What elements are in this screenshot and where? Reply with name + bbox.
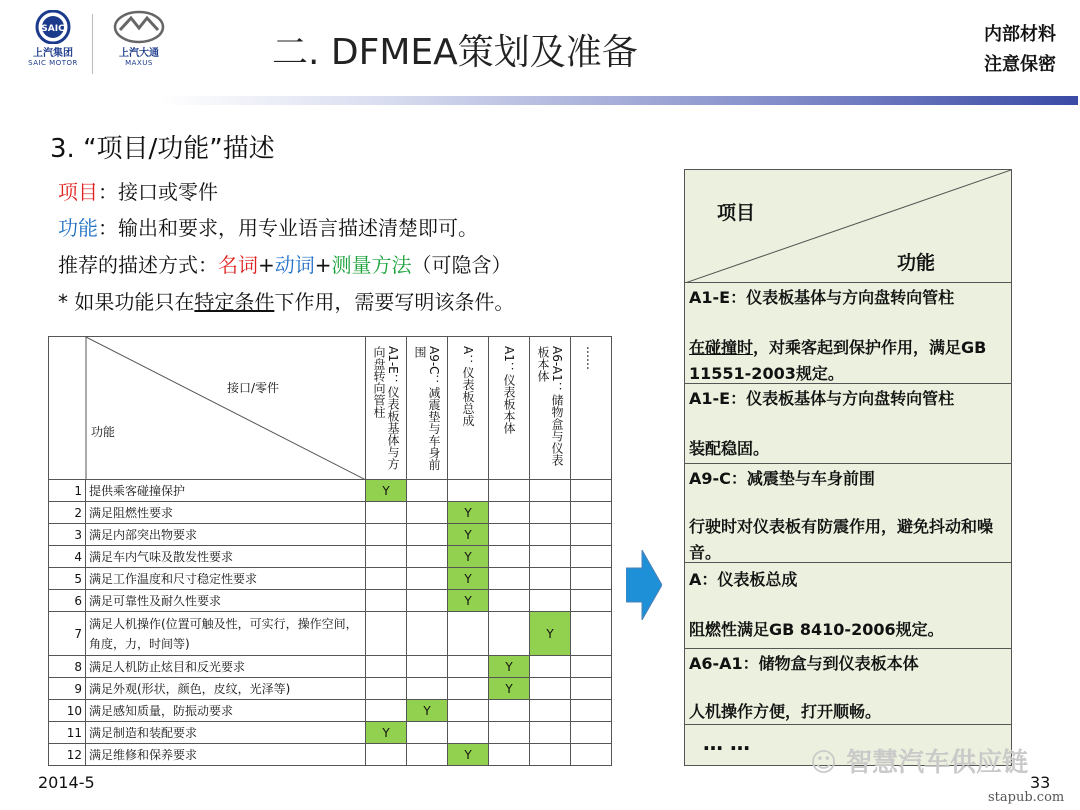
matrix-corner-cell: [49, 337, 366, 480]
entry-item: A：仪表板总成: [689, 570, 798, 589]
func-desc: ：输出和要求，用专业语言描述清楚即可。: [98, 216, 478, 240]
table-row: [49, 678, 612, 700]
entry-item: A1-E：仪表板基体与方向盘转向管柱: [689, 389, 955, 408]
matrix-cell: [489, 590, 530, 612]
matrix-cell: [366, 590, 407, 612]
matrix-cell: Y: [489, 656, 530, 678]
table-row: [49, 722, 612, 744]
row-function: 满足内部突出物要求: [86, 524, 366, 546]
matrix-cell: [448, 700, 489, 722]
row-number: 6: [49, 590, 86, 612]
maxus-cn: 上汽大通: [119, 48, 159, 59]
box-entry: [685, 283, 1011, 384]
row-function: 满足人机防止炫目和反光要求: [86, 656, 366, 678]
matrix-cell: Y: [530, 612, 571, 656]
verb-label: 动词: [274, 253, 315, 277]
matrix-cell: [407, 480, 448, 502]
matrix-cell: Y: [448, 524, 489, 546]
column-header: [366, 337, 407, 480]
table-row: [49, 700, 612, 722]
matrix-cell: [407, 612, 448, 656]
column-header-text: A1：仪表板本体: [502, 346, 516, 434]
matrix-cell: [530, 524, 571, 546]
matrix-cell: [571, 700, 612, 722]
row-number: 7: [49, 612, 86, 656]
wechat-icon: ☺: [810, 748, 838, 778]
item-desc: ：接口或零件: [98, 180, 218, 204]
matrix-cell: [366, 700, 407, 722]
matrix-cell: [530, 502, 571, 524]
confidential-line-1: 内部材料: [984, 24, 1056, 45]
cond-suffix: 下作用，需要写明该条件。: [274, 290, 515, 314]
item-description: [58, 176, 218, 205]
row-number: 11: [49, 722, 86, 744]
entry-function: [689, 335, 1007, 387]
table-row: [49, 744, 612, 766]
entry-func-text: ，对乘客起到保护作用，满足GB 11551-2003规定。: [689, 338, 987, 383]
table-row: [49, 568, 612, 590]
plus-1: +: [258, 253, 275, 277]
column-header: [489, 337, 530, 480]
matrix-cell: [489, 568, 530, 590]
matrix-cell: [489, 744, 530, 766]
row-number: 12: [49, 744, 86, 766]
entry-func-text: 行驶时对仪表板有防震作用，避免抖动和噪音。: [689, 517, 994, 562]
matrix-cell: Y: [448, 546, 489, 568]
matrix-cell: [366, 524, 407, 546]
saic-logo: [20, 10, 86, 67]
column-header-text: A：仪表板总成: [461, 346, 475, 427]
box-ellipsis: … …: [703, 731, 750, 755]
matrix-cell: Y: [448, 590, 489, 612]
row-function: 满足阻燃性要求: [86, 502, 366, 524]
box-header-item: 项目: [717, 202, 756, 224]
row-function: 满足人机操作(位置可触及性，可实行，操作空间，角度，力，时间等): [86, 612, 366, 656]
box-header-func: 功能: [897, 252, 936, 274]
matrix-cell: [530, 480, 571, 502]
matrix-cell: [530, 700, 571, 722]
right-arrow-icon: [626, 550, 662, 620]
matrix-cell: [407, 568, 448, 590]
measure-label: 测量方法: [331, 253, 412, 277]
matrix-cell: Y: [448, 502, 489, 524]
matrix-cell: [407, 502, 448, 524]
matrix-cell: [571, 722, 612, 744]
matrix-cell: [571, 568, 612, 590]
condition-note: [58, 286, 514, 315]
entry-func-text: 人机操作方便，打开顺畅。: [689, 702, 882, 721]
item-function-box: [684, 169, 1012, 766]
rec-suffix: （可隐含）: [411, 253, 512, 277]
matrix-cell: [448, 480, 489, 502]
matrix-header-row: [49, 337, 612, 480]
saic-cn: 上汽集团: [33, 48, 73, 59]
maxus-emblem-icon: [104, 10, 174, 44]
matrix-cell: [407, 656, 448, 678]
row-function: 满足工作温度和尺寸稳定性要求: [86, 568, 366, 590]
box-header: [685, 170, 1011, 283]
matrix-cell: [530, 722, 571, 744]
saic-en: SAIC MOTOR: [28, 59, 78, 67]
row-number: 8: [49, 656, 86, 678]
matrix-cell: [366, 546, 407, 568]
matrix-cell: [530, 546, 571, 568]
matrix-cell: [366, 656, 407, 678]
column-header: [571, 337, 612, 480]
matrix-cell: [366, 612, 407, 656]
matrix-cell: [530, 568, 571, 590]
header-part-label: 接口/零件: [227, 381, 280, 395]
matrix-cell: [489, 612, 530, 656]
matrix-cell: [571, 524, 612, 546]
entry-func-text: 阻燃性满足GB 8410-2006规定。: [689, 620, 944, 639]
matrix-cell: Y: [489, 678, 530, 700]
matrix-cell: [571, 656, 612, 678]
table-row: [49, 590, 612, 612]
entry-item: A9-C：减震垫与车身前围: [689, 469, 875, 488]
matrix-cell: [407, 590, 448, 612]
matrix-cell: Y: [366, 480, 407, 502]
matrix-cell: [366, 568, 407, 590]
box-entry: [685, 649, 1011, 725]
entry-func-text: 装配稳固。: [689, 439, 770, 458]
maxus-en: MAXUS: [125, 59, 153, 67]
column-header: [530, 337, 571, 480]
row-function: 满足制造和装配要求: [86, 722, 366, 744]
function-description: [58, 212, 478, 241]
row-number: 2: [49, 502, 86, 524]
matrix-cell: [489, 546, 530, 568]
matrix-cell: [489, 722, 530, 744]
row-number: 1: [49, 480, 86, 502]
page-title: 二. DFMEA策划及准备: [272, 32, 638, 73]
table-row: [49, 502, 612, 524]
matrix-cell: [448, 656, 489, 678]
box-entry: [685, 563, 1011, 649]
row-number: 9: [49, 678, 86, 700]
maxus-logo: [104, 10, 174, 67]
matrix-cell: Y: [448, 744, 489, 766]
column-header-text: A9-C：减震垫与车身前围: [413, 346, 441, 471]
row-function: 提供乘客碰撞保护: [86, 480, 366, 502]
matrix-cell: [366, 744, 407, 766]
footer-date: 2014-5: [38, 773, 95, 792]
box-entry: [685, 464, 1011, 563]
site-watermark: stapub.com: [988, 790, 1065, 805]
logo-divider: [92, 14, 93, 74]
matrix-cell: [407, 524, 448, 546]
saic-emblem-icon: [20, 10, 86, 44]
table-row: [49, 612, 612, 656]
column-header-text: A6-A1：储物盒与仪表板本体: [536, 346, 564, 466]
matrix-cell: [489, 700, 530, 722]
entry-item: A1-E：仪表板基体与方向盘转向管柱: [689, 288, 955, 307]
matrix-cell: [530, 656, 571, 678]
matrix-cell: [366, 678, 407, 700]
matrix-cell: [489, 502, 530, 524]
row-number: 10: [49, 700, 86, 722]
matrix-cell: [489, 480, 530, 502]
table-row: [49, 480, 612, 502]
column-header: [407, 337, 448, 480]
watermark: [810, 742, 1028, 779]
matrix-cell: [571, 612, 612, 656]
page-number: 33: [1030, 773, 1051, 792]
matrix-cell: [407, 722, 448, 744]
matrix-cell: [571, 546, 612, 568]
confidential-line-2: 注意保密: [984, 54, 1056, 75]
matrix-cell: [407, 546, 448, 568]
matrix-cell: [407, 678, 448, 700]
table-row: [49, 656, 612, 678]
diagonal-line: [49, 337, 366, 480]
matrix-cell: [530, 744, 571, 766]
column-header: [448, 337, 489, 480]
row-function: 满足车内气味及散发性要求: [86, 546, 366, 568]
matrix-cell: Y: [407, 700, 448, 722]
box-entry: [685, 384, 1011, 464]
noun-label: 名词: [218, 253, 258, 277]
row-function: 满足可靠性及耐久性要求: [86, 590, 366, 612]
interface-function-matrix: [48, 336, 612, 766]
matrix-cell: [530, 678, 571, 700]
rec-prefix: 推荐的描述方式：: [58, 253, 218, 277]
row-function: 满足维修和保养要求: [86, 744, 366, 766]
cond-prefix: * 如果功能只在: [58, 290, 195, 314]
row-number: 4: [49, 546, 86, 568]
row-function: 满足感知质量，防振动要求: [86, 700, 366, 722]
func-label: 功能: [58, 216, 98, 240]
matrix-cell: [530, 590, 571, 612]
matrix-cell: [407, 744, 448, 766]
row-number: 3: [49, 524, 86, 546]
matrix-cell: [571, 480, 612, 502]
matrix-cell: Y: [448, 568, 489, 590]
plus-2: +: [314, 253, 332, 277]
matrix-cell: [571, 502, 612, 524]
item-label: 项目: [58, 180, 98, 204]
column-header-text: ……: [584, 346, 598, 370]
matrix-cell: [448, 612, 489, 656]
matrix-cell: [571, 744, 612, 766]
header-func-label: 功能: [91, 425, 116, 439]
matrix-cell: [571, 590, 612, 612]
box-diagonal-line: [685, 170, 1011, 283]
header-gradient-bar: [160, 96, 1078, 105]
table-row: [49, 524, 612, 546]
recommended-format: [58, 249, 512, 278]
matrix-cell: [489, 524, 530, 546]
entry-item: A6-A1：储物盒与到仪表板本体: [689, 654, 919, 673]
matrix-cell: [366, 502, 407, 524]
column-header-text: A1-E：仪表板基体与方向盘转向管柱: [372, 346, 400, 470]
matrix-cell: [448, 678, 489, 700]
matrix-cell: [448, 722, 489, 744]
matrix-cell: Y: [366, 722, 407, 744]
watermark-text: 智慧汽车供应链: [846, 748, 1029, 778]
entry-func-underline: 在碰撞时: [689, 338, 754, 357]
row-function: 满足外观(形状，颜色，皮纹，光泽等): [86, 678, 366, 700]
cond-underline: 特定条件: [194, 290, 275, 314]
matrix-cell: [571, 678, 612, 700]
row-number: 5: [49, 568, 86, 590]
confidential-label: [984, 20, 1056, 80]
saic-emblem-text: SAIC: [41, 24, 65, 34]
table-row: [49, 546, 612, 568]
section-title: 3. “项目/功能”描述: [50, 134, 275, 164]
